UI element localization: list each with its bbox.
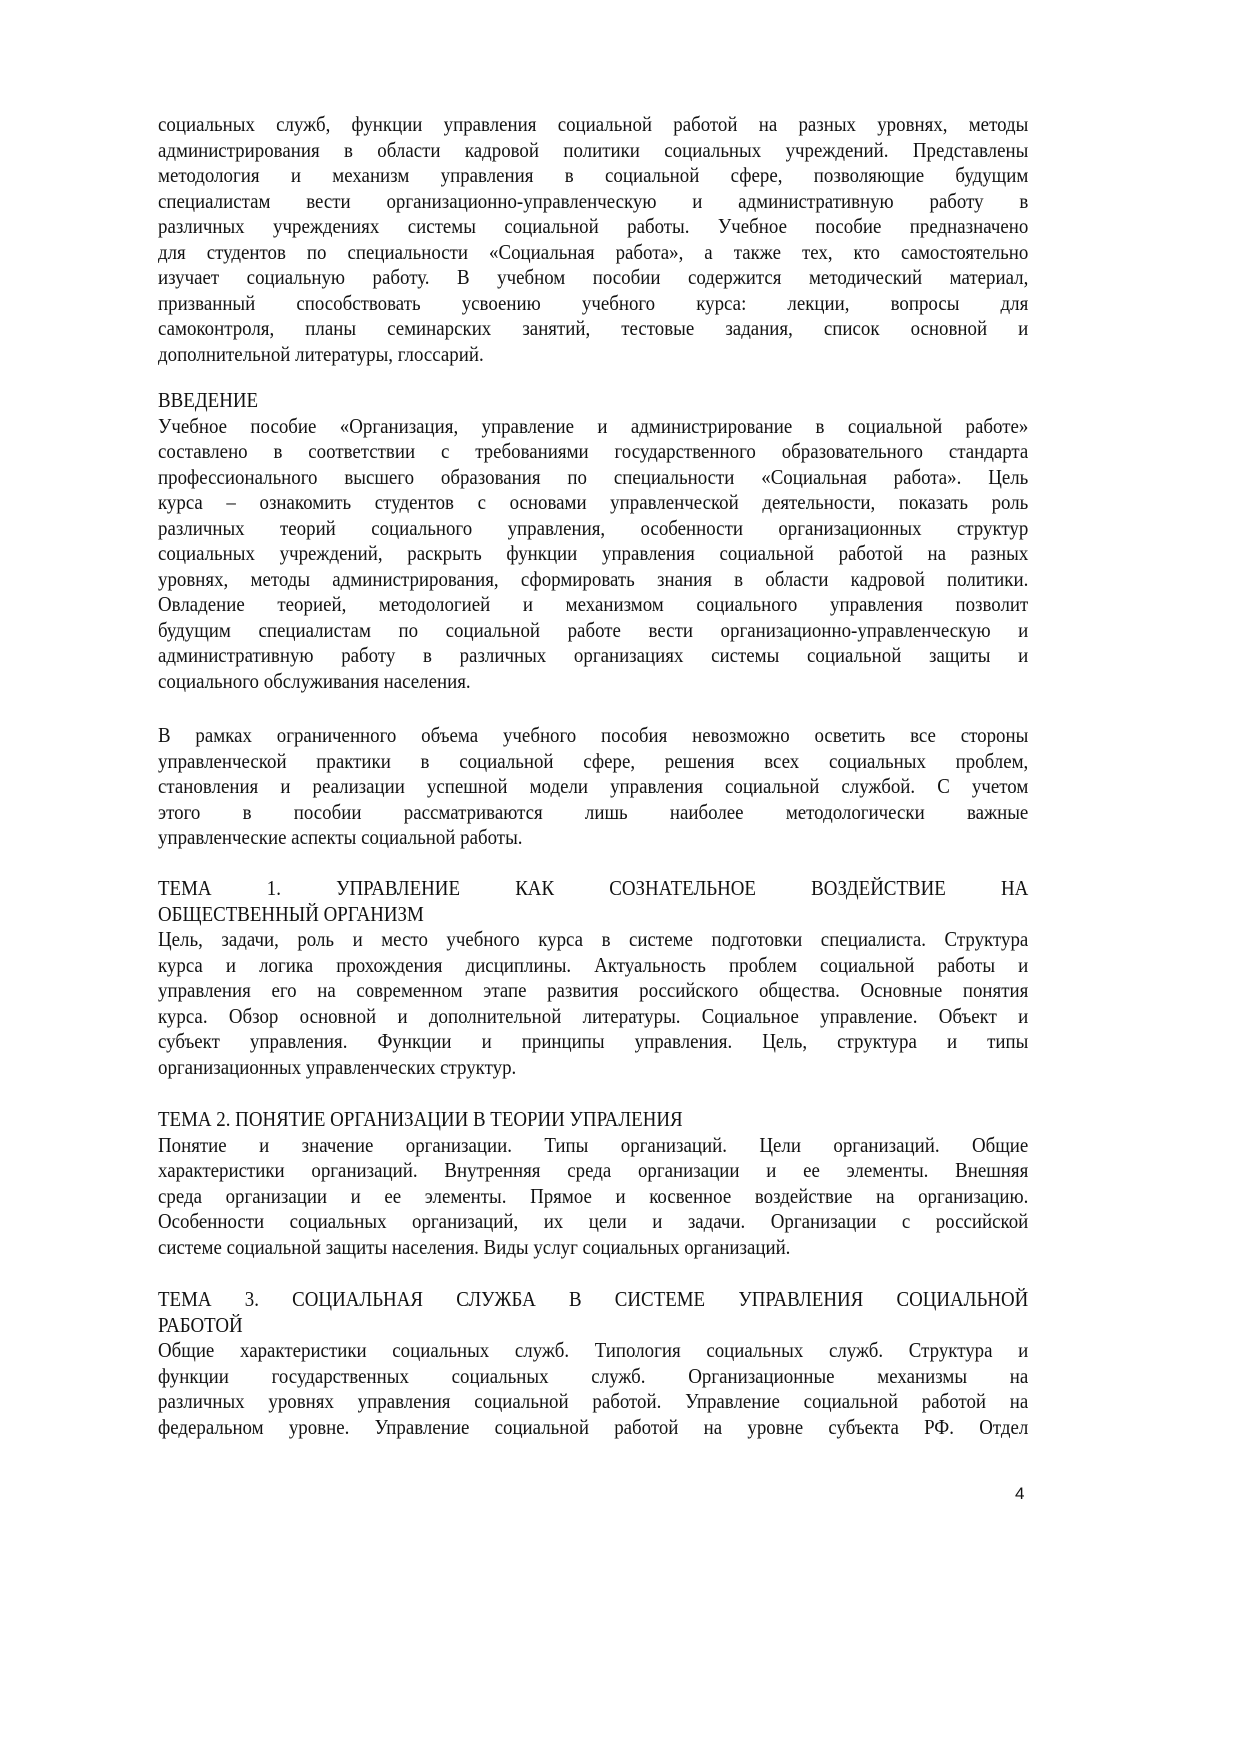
text-line: функции государственных социальных служб. Организационные механизмы на [158, 1363, 1029, 1388]
abstract-paragraph [158, 112, 1028, 367]
text-line: Общие характеристики социальных служб. Типология социальных служб. Структура и [158, 1338, 1029, 1362]
topic-1-section [158, 876, 1028, 1080]
text-line: Особенности социальных организаций, их цели и задачи. Организации с российской [158, 1209, 1029, 1233]
text-line: методология и механизм управления в социальной сфере, позволяющие будущим [158, 163, 1029, 187]
text-line: административную работу в различных организациях системы социальной защиты и [158, 643, 1029, 667]
text-line: будущим специалистам по социальной работе вести организационно-управленческую и [158, 617, 1029, 642]
section-heading-line: ВВЕДЕНИЕ [158, 388, 259, 412]
text-line: профессионального высшего образования по специальности «Социальная работа». Цель [158, 464, 1029, 489]
text-line: Цель, задачи, роль и место учебного курса в системе подготовки специалиста. Структура [158, 927, 1029, 951]
text-line: для студентов по специальности «Социальная работа», а также тех, кто самостоятельно [158, 239, 1029, 264]
text-line: самоконтроля, планы семинарских занятий, тестовые задания, список основной и [158, 316, 1029, 340]
text-line: управленческие аспекты социальной работы. [158, 825, 523, 849]
text-line: характеристики организаций. Внутренняя среда организации и ее элементы. Внешняя [158, 1158, 1029, 1182]
text-line: Овладение теорией, методологией и механизмом социального управления позволит [158, 592, 1029, 616]
section-heading-line: РАБОТОЙ [158, 1312, 243, 1337]
text-line: организационных управленческих структур. [158, 1054, 517, 1079]
text-line: становления и реализации успешной модели управления социальной службой. С учетом [158, 774, 1029, 798]
text-line: федеральном уровне. Управление социальной работой на уровне субъекта РФ. Отдел [158, 1414, 1029, 1439]
section-heading-line: ТЕМА 2. ПОНЯТИЕ ОРГАНИЗАЦИИ В ТЕОРИИ УПРАЛЕНИЯ [158, 1107, 683, 1131]
text-line: различных учреждениях системы социальной работы. Учебное пособие предназначено [158, 214, 1029, 238]
text-line: управленческой практики в социальной сфере, решения всех социальных проблем, [158, 748, 1029, 773]
text-line: изучает социальную работу. В учебном пособии содержится методический материал, [158, 265, 1029, 289]
text-line: субъект управления. Функции и принципы управления. Цель, структура и типы [158, 1029, 1029, 1053]
text-line: социального обслуживания населения. [158, 668, 471, 693]
text-line: среда организации и ее элементы. Прямое и косвенное воздействие на организацию. [158, 1183, 1029, 1208]
text-line: уровнях, методы администрирования, сформировать знания в области кадровой политики. [158, 566, 1029, 591]
text-line: Понятие и значение организации. Типы организаций. Цели организаций. Общие [158, 1132, 1029, 1157]
topic-3-section [158, 1287, 1028, 1440]
text-line: курса – ознакомить студентов с основами управленческой деятельности, показать роль [158, 490, 1029, 514]
topic-2-section [158, 1107, 1028, 1260]
text-line: курса. Обзор основной и дополнительной литературы. Социальное управление. Объект и [158, 1003, 1029, 1028]
text-line: В рамках ограниченного объема учебного пособия невозможно осветить все стороны [158, 723, 1029, 747]
text-line: различных теорий социального управления, особенности организационных структур [158, 515, 1029, 540]
text-line: специалистам вести организационно-управленческую и административную работу в [158, 188, 1029, 213]
text-line: социальных учреждений, раскрыть функции управления социальной работой на разных [158, 541, 1029, 565]
section-heading-line: ТЕМА 3. СОЦИАЛЬНАЯ СЛУЖБА В СИСТЕМЕ УПРАВЛЕНИЯ СОЦИАЛЬНОЙ [158, 1287, 1029, 1311]
text-line: управления его на современном этапе развития российского общества. Основные понятия [158, 978, 1029, 1002]
text-line: различных уровнях управления социальной работой. Управление социальной работой на [158, 1389, 1029, 1413]
text-line: курса и логика прохождения дисциплины. Актуальность проблем социальной работы и [158, 952, 1029, 977]
text-line: призванный способствовать усвоению учебного курса: лекции, вопросы для [158, 290, 1029, 315]
text-line: этого в пособии рассматриваются лишь наиболее методологически важные [158, 799, 1029, 824]
scope-paragraph [158, 723, 1028, 851]
text-line: администрирования в области кадровой политики социальных учреждений. Представлены [158, 137, 1029, 162]
page-number: 4 [1015, 1484, 1025, 1503]
text-line: социальных служб, функции управления социальной работой на разных уровнях, методы [158, 112, 1029, 136]
section-heading-line: ОБЩЕСТВЕННЫЙ ОРГАНИЗМ [158, 901, 424, 926]
section-heading-line: ТЕМА 1. УПРАВЛЕНИЕ КАК СОЗНАТЕЛЬНОЕ ВОЗДЕЙСТВИЕ НА [158, 876, 1029, 900]
text-line: дополнительной литературы, глоссарий. [158, 341, 484, 366]
text-line: составлено в соответствии с требованиями государственного образовательного стандарта [158, 439, 1029, 463]
text-line: Учебное пособие «Организация, управление и администрирование в социальной работе» [158, 413, 1029, 438]
text-line: системе социальной защиты населения. Виды услуг социальных организаций. [158, 1234, 791, 1259]
introduction-section [158, 388, 1028, 694]
